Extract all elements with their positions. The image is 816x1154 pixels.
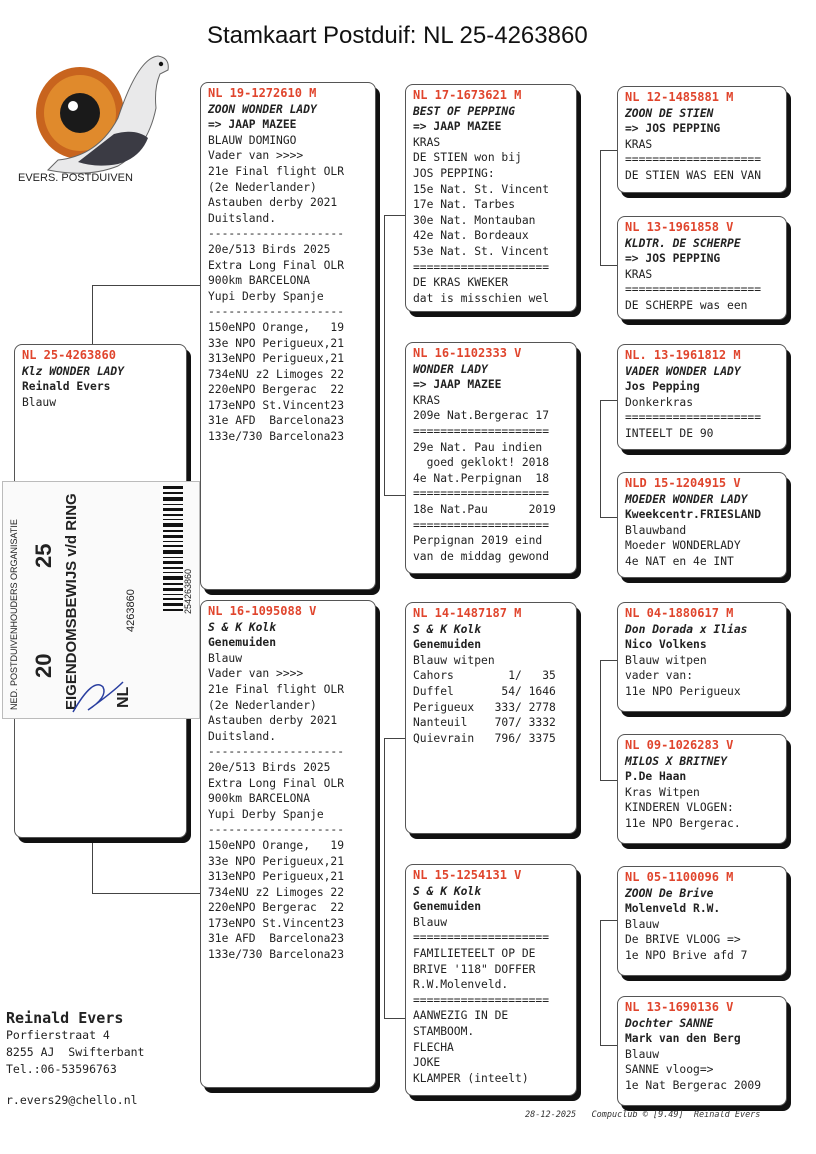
card-line: Moeder WONDERLADY <box>625 539 741 553</box>
card-line: ==================== <box>413 424 550 438</box>
pigeon-name: VADER WONDER LADY <box>625 364 741 378</box>
breeder-line: Genemuiden <box>413 638 482 652</box>
logo-text: EVERS. POSTDUIVEN <box>18 172 133 184</box>
card-line: Blauw witpen <box>413 653 495 667</box>
breeder-line: => JOS PEPPING <box>625 122 721 136</box>
breeder-line: Molenveld R.W. <box>625 902 721 916</box>
card-line: BLAUW DOMINGO <box>208 133 297 147</box>
card-line: Blauw <box>625 1047 660 1061</box>
card-line: Blauw <box>625 917 660 931</box>
card-line: (2e Nederlander) <box>208 698 317 712</box>
sticker-barcode-no: 254263860 <box>183 568 193 614</box>
card-father <box>200 82 376 590</box>
card-line: KINDEREN VLOGEN: <box>625 801 734 815</box>
breeder-line: Jos Pepping <box>625 380 700 394</box>
card-line: 29e Nat. Pau indien <box>413 440 543 454</box>
connector <box>600 660 618 661</box>
card-line: KRAS <box>625 267 653 281</box>
pigeon-name: BEST OF PEPPING <box>413 104 516 118</box>
connector <box>92 838 93 894</box>
card-line: ==================== <box>625 283 762 297</box>
owner-name: Reinald Evers <box>6 1009 124 1027</box>
card-mf-mother <box>617 734 787 844</box>
card-line: vader van: <box>625 669 694 683</box>
card-line: FAMILIETEELT OP DE <box>413 946 536 960</box>
card-line: Duitsland. <box>208 729 277 743</box>
card-line: DE KRAS KWEKER <box>413 276 509 290</box>
card-line: KRAS <box>625 137 653 151</box>
card-line: ==================== <box>413 993 550 1007</box>
card-line: STAMBOOM. <box>413 1024 475 1038</box>
pigeon-name: Don Dorada x Ilias <box>625 622 748 636</box>
card-line: Nanteuil 707/ 3332 <box>413 716 556 730</box>
card-line: Vader van >>>> <box>208 667 304 681</box>
card-line: KLAMPER (inteelt) <box>413 1071 529 1085</box>
footer <box>525 1110 760 1120</box>
card-line: 21e Final flight OLR <box>208 682 345 696</box>
card-mf-father <box>617 602 787 712</box>
card-line: Astauben derby 2021 <box>208 196 338 210</box>
ring-number: NL 16-1095088 V <box>208 604 317 618</box>
card-mother-mother <box>405 864 577 1096</box>
breeder-line: Nico Volkens <box>625 638 707 652</box>
card-line: De BRIVE VLOOG => <box>625 933 741 947</box>
card-line: ==================== <box>413 931 550 945</box>
pigeon-name: S & K Kolk <box>208 620 277 634</box>
card-line: (2e Nederlander) <box>208 180 317 194</box>
card-line: 220eNPO Bergerac 22 <box>208 901 345 915</box>
breeder-line: => JAAP MAZEE <box>413 378 502 392</box>
ring-number: NL 04-1880617 M <box>625 606 734 620</box>
card-line: 21e Final flight OLR <box>208 164 345 178</box>
card-line: 31e AFD Barcelona23 <box>208 932 345 946</box>
card-line: KRAS <box>413 393 441 407</box>
card-line: 33e NPO Perigueux,21 <box>208 336 345 350</box>
connector <box>92 285 202 286</box>
pigeon-name: S & K Kolk <box>413 884 482 898</box>
card-line: JOKE <box>413 1056 441 1070</box>
ring-number: NL 12-1485881 M <box>625 90 734 104</box>
pigeon-name: S & K Kolk <box>413 622 482 636</box>
card-line: AANWEZIG IN DE <box>413 1009 509 1023</box>
card-line: Blauw witpen <box>625 653 707 667</box>
card-line: 4e NAT en 4e INT <box>625 554 734 568</box>
owner-street: Porfierstraat 4 <box>6 1028 110 1042</box>
breeder-line: Reinald Evers <box>22 380 111 394</box>
breeder-line: => JAAP MAZEE <box>208 118 297 132</box>
connector <box>600 150 618 151</box>
card-line: 42e Nat. Bordeaux <box>413 229 529 243</box>
pigeon-name: ZOON De Brive <box>625 886 714 900</box>
card-line: ==================== <box>413 260 550 274</box>
breeder-line: Mark van den Berg <box>625 1032 741 1046</box>
ring-ownership-sticker <box>2 481 200 719</box>
card-line: Perigueux 333/ 2778 <box>413 700 556 714</box>
sticker-ring-no: 4263860 <box>125 589 137 632</box>
card-line: Yupi Derby Spanje <box>208 807 324 821</box>
connector <box>600 400 601 517</box>
card-line: Extra Long Final OLR <box>208 258 345 272</box>
connector <box>600 400 618 401</box>
card-line: 150eNPO Orange, 19 <box>208 320 345 334</box>
card-line: Kras Witpen <box>625 785 700 799</box>
card-line: 150eNPO Orange, 19 <box>208 838 345 852</box>
card-line: Blauw <box>413 915 448 929</box>
card-ff-father <box>617 86 787 193</box>
card-line: 133e/730 Barcelona23 <box>208 430 345 444</box>
connector <box>600 920 601 1045</box>
pigeon-name: MOEDER WONDER LADY <box>625 492 748 506</box>
card-ff-mother <box>617 216 787 320</box>
sticker-year-a: 20 <box>31 653 56 678</box>
ring-number: NL 16-1102333 V <box>413 346 522 360</box>
pigeon-name: ZOON WONDER LADY <box>208 102 317 116</box>
card-line: 220eNPO Bergerac 22 <box>208 383 345 397</box>
card-mm-mother <box>617 996 787 1106</box>
card-line: 20e/513 Birds 2025 <box>208 242 331 256</box>
card-line: 900km BARCELONA <box>208 792 311 806</box>
pigeon-name: KLDTR. DE SCHERPE <box>625 236 741 250</box>
pigeon-name: WONDER LADY <box>413 362 488 376</box>
connector <box>384 215 385 495</box>
breeder-line: => JAAP MAZEE <box>413 120 502 134</box>
connector <box>600 150 601 265</box>
card-line: 15e Nat. St. Vincent <box>413 182 550 196</box>
footer-date: 28-12-2025 <box>525 1110 577 1120</box>
connector <box>600 920 618 921</box>
ring-number: NL 09-1026283 V <box>625 738 734 752</box>
connector <box>384 1018 406 1019</box>
card-line: DE STIEN won bij <box>413 151 522 165</box>
connector <box>600 780 618 781</box>
ring-number: NL 17-1673621 M <box>413 88 522 102</box>
card-father-father <box>405 84 577 312</box>
card-line: 1e NPO Brive afd 7 <box>625 948 748 962</box>
pigeon-name: ZOON DE STIEN <box>625 106 714 120</box>
card-line: 11e NPO Perigueux <box>625 684 741 698</box>
barcode <box>163 486 183 616</box>
card-line: Yupi Derby Spanje <box>208 289 324 303</box>
sticker-year-b: 25 <box>31 543 56 568</box>
connector <box>600 1045 618 1046</box>
sticker-country: NL <box>115 686 132 708</box>
card-line: ==================== <box>413 487 550 501</box>
breeder-line: Genemuiden <box>413 900 482 914</box>
card-line: Duitsland. <box>208 211 277 225</box>
card-mother <box>200 600 376 1088</box>
card-line: -------------------- <box>208 227 345 241</box>
card-line: 133e/730 Barcelona23 <box>208 948 345 962</box>
signature <box>63 672 133 722</box>
card-line: Quievrain 796/ 3375 <box>413 731 556 745</box>
card-line: 17e Nat. Tarbes <box>413 198 516 212</box>
card-line: -------------------- <box>208 823 345 837</box>
ring-number: NL 13-1690136 V <box>625 1000 734 1014</box>
connector <box>92 285 93 347</box>
ring-number: NL 25-4263860 <box>22 348 116 362</box>
breeder-line: P.De Haan <box>625 770 687 784</box>
breeder-line: Genemuiden <box>208 636 277 650</box>
ring-number: NL 19-1272610 M <box>208 86 317 100</box>
connector <box>384 495 406 496</box>
breeder-line: => JOS PEPPING <box>625 252 721 266</box>
card-line: 734eNU z2 Limoges 22 <box>208 367 345 381</box>
pigeon-name: MILOS X BRITNEY <box>625 754 728 768</box>
card-line: KRAS <box>413 135 441 149</box>
card-line: 313eNPO Perigueux,21 <box>208 870 345 884</box>
owner-email: r.evers29@chello.nl <box>6 1093 138 1107</box>
sticker-title: EIGENDOMSBEWIJS v/d RING <box>63 493 80 710</box>
page-title: Stamkaart Postduif: NL 25-4263860 <box>207 22 588 49</box>
ring-number: NLD 15-1204915 V <box>625 476 741 490</box>
card-line: DE STIEN WAS EEN VAN <box>625 168 762 182</box>
connector <box>600 660 601 780</box>
owner-city: 8255 AJ Swifterbant <box>6 1045 145 1059</box>
card-line: SANNE vloog=> <box>625 1063 714 1077</box>
card-line: JOS PEPPING: <box>413 166 495 180</box>
ring-number: NL 15-1254131 V <box>413 868 522 882</box>
connector <box>600 265 618 266</box>
ring-number: NL 14-1487187 M <box>413 606 522 620</box>
pigeon-name: Dochter SANNE <box>625 1016 714 1030</box>
card-line: 11e NPO Bergerac. <box>625 816 741 830</box>
owner-phone: Tel.:06-53596763 <box>6 1062 117 1076</box>
card-fm-father <box>617 344 787 450</box>
card-line: Cahors 1/ 35 <box>413 669 556 683</box>
card-line: 31e AFD Barcelona23 <box>208 414 345 428</box>
card-line: Extra Long Final OLR <box>208 776 345 790</box>
card-line: DE SCHERPE was een <box>625 298 748 312</box>
card-mother-father <box>405 602 577 834</box>
card-line: R.W.Molenveld. <box>413 978 509 992</box>
card-line: 4e Nat.Perpignan 18 <box>413 471 550 485</box>
card-line: -------------------- <box>208 305 345 319</box>
breeder-line: Kweekcentr.FRIESLAND <box>625 508 762 522</box>
footer-software: Compuclub © [9.49] Reinald Evers <box>591 1110 761 1120</box>
ring-number: NL 05-1100096 M <box>625 870 734 884</box>
card-line: 33e NPO Perigueux,21 <box>208 854 345 868</box>
connector <box>384 738 406 739</box>
card-line: 209e Nat.Bergerac 17 <box>413 409 550 423</box>
card-line: 18e Nat.Pau 2019 <box>413 502 556 516</box>
card-line: 20e/513 Birds 2025 <box>208 760 331 774</box>
card-line: 1e Nat Bergerac 2009 <box>625 1078 762 1092</box>
card-line: 734eNU z2 Limoges 22 <box>208 885 345 899</box>
connector <box>384 215 406 216</box>
card-line: 30e Nat. Montauban <box>413 213 536 227</box>
connector <box>384 738 385 1018</box>
card-line: FLECHA <box>413 1040 454 1054</box>
card-line: ==================== <box>625 411 762 425</box>
ring-number: NL 13-1961858 V <box>625 220 734 234</box>
card-mm-father <box>617 866 787 976</box>
card-line: Duffel 54/ 1646 <box>413 684 556 698</box>
owner-address <box>6 1010 144 1109</box>
card-line: Blauwband <box>625 523 687 537</box>
card-line: 53e Nat. St. Vincent <box>413 244 550 258</box>
card-line: 173eNPO St.Vincent23 <box>208 398 345 412</box>
card-line: goed geklokt! 2018 <box>413 456 550 470</box>
card-line: dat is misschien wel <box>413 291 550 305</box>
card-line: 900km BARCELONA <box>208 274 311 288</box>
card-line: 313eNPO Perigueux,21 <box>208 352 345 366</box>
card-line: Blauw <box>208 651 243 665</box>
card-line: Blauw <box>22 395 57 409</box>
card-line: -------------------- <box>208 745 345 759</box>
card-line: BRIVE '118" DOFFER <box>413 962 536 976</box>
card-line: Perpignan 2019 eind <box>413 534 543 548</box>
card-fm-mother <box>617 472 787 578</box>
pigeon-logo <box>18 38 178 188</box>
card-line: Vader van >>>> <box>208 149 304 163</box>
connector <box>600 517 618 518</box>
card-line: ==================== <box>413 518 550 532</box>
card-line: 173eNPO St.Vincent23 <box>208 916 345 930</box>
ring-number: NL. 13-1961812 M <box>625 348 741 362</box>
card-line: Astauben derby 2021 <box>208 714 338 728</box>
card-line: ==================== <box>625 153 762 167</box>
card-line: van de middag gewond <box>413 549 550 563</box>
card-father-mother <box>405 342 577 574</box>
connector <box>92 893 202 894</box>
card-line: Donkerkras <box>625 395 694 409</box>
sticker-org: NED. POSTDUIVENHOUDERS ORGANISATIE <box>9 519 19 710</box>
pigeon-name: Klz WONDER LADY <box>22 364 125 378</box>
card-line: INTEELT DE 90 <box>625 426 714 440</box>
